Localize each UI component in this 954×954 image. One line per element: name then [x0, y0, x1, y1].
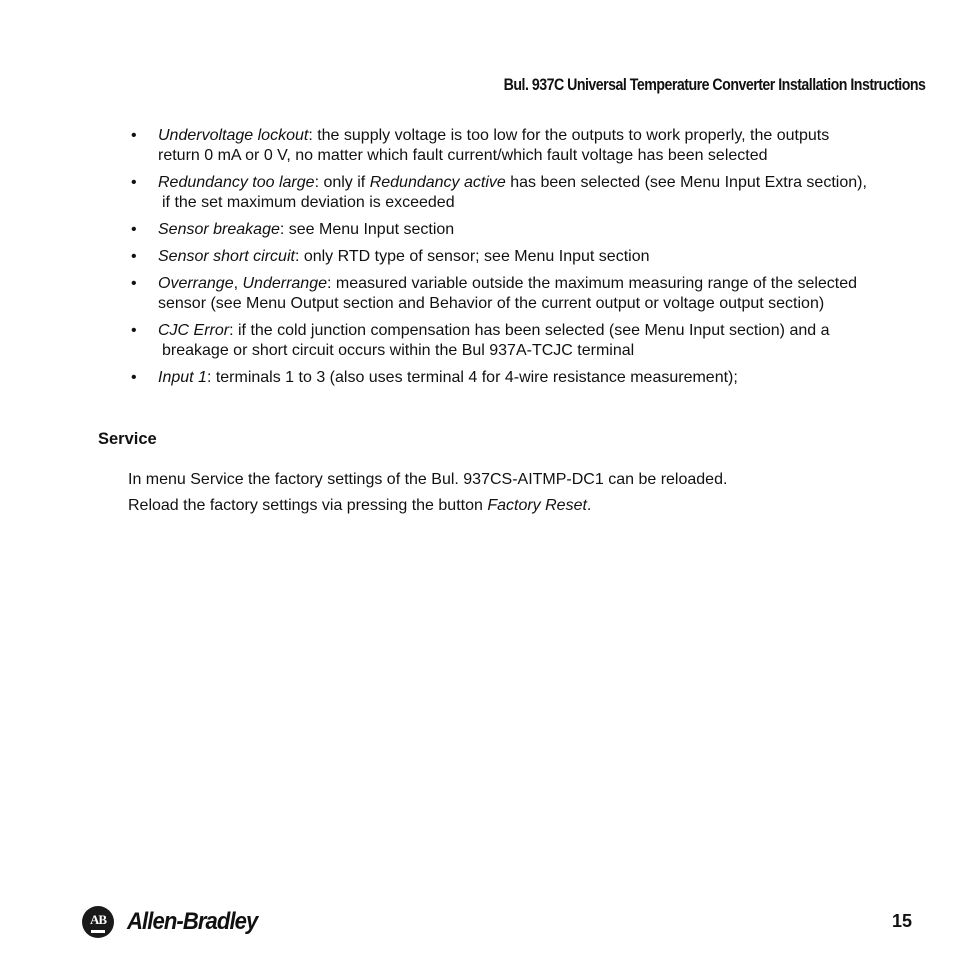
term: Sensor short circuit [158, 248, 295, 265]
description: : see Menu Input section [279, 221, 455, 238]
list-item [0, 247, 954, 267]
description: : only RTD type of sensor; see Menu Input section [294, 248, 650, 265]
running-header: Bul. 937C Universal Temperature Converter Installation Instructions [503, 76, 925, 94]
list-item [0, 321, 954, 361]
description-continued: sensor (see Menu Output section and Behavior of the current output or voltage output section) [158, 295, 825, 312]
service-paragraph: In menu Service the factory settings of the Bul. 937CS-AITMP-DC1 can be reloaded. [128, 471, 728, 488]
term-secondary: Redundancy active [369, 174, 506, 191]
description: : terminals 1 to 3 (also uses terminal 4 for 4-wire resistance measurement); [206, 369, 738, 386]
term: Undervoltage lockout [158, 127, 309, 144]
list-item [0, 126, 954, 166]
bullet-marker: • [131, 248, 137, 265]
factory-reset-term: Factory Reset [487, 497, 587, 514]
list-item [0, 274, 954, 314]
description: : if the cold junction compensation has been selected (see Menu Input section) and a [229, 322, 830, 339]
bullet-marker: • [131, 221, 137, 238]
description: : measured variable outside the maximum measuring range of the selected [326, 275, 858, 292]
bullet-marker: • [131, 322, 137, 339]
term: Input 1 [158, 369, 207, 386]
list-item [0, 368, 954, 388]
description: : the supply voltage is too low for the outputs to work properly, the outputs [308, 127, 830, 144]
logo-bar [91, 930, 105, 933]
term-secondary: Underrange [242, 275, 327, 292]
bullet-marker: • [131, 127, 137, 144]
bullet-marker: • [131, 174, 137, 191]
term: CJC Error [158, 322, 230, 339]
description-continued: breakage or short circuit occurs within the Bul 937A-TCJC terminal [162, 342, 635, 359]
instruction-lead: Reload the factory settings via pressing the button [128, 497, 488, 514]
list-item [0, 173, 954, 213]
brand-wordmark: Allen-Bradley [127, 908, 258, 935]
page-number: 15 [892, 911, 913, 931]
bullet-marker: • [131, 275, 137, 292]
brand-logo [82, 906, 269, 938]
description: : only if [314, 174, 370, 191]
description-continued: if the set maximum deviation is exceeded [162, 194, 455, 211]
service-instruction [128, 496, 591, 516]
description-continued: return 0 mA or 0 V, no matter which fault current/which fault voltage has been selected [158, 147, 768, 164]
description-tail: has been selected (see Menu Input Extra section), [505, 174, 867, 191]
logo-mark: AB [89, 911, 107, 927]
separator: , [233, 275, 243, 292]
list-item [0, 220, 954, 240]
bullet-marker: • [131, 369, 137, 386]
ab-logo-icon [82, 906, 114, 938]
instruction-tail: . [586, 497, 592, 514]
fault-list [0, 126, 954, 395]
term: Redundancy too large [158, 174, 315, 191]
section-heading-service: Service [98, 430, 157, 448]
term: Sensor breakage [158, 221, 280, 238]
term: Overrange [158, 275, 234, 292]
